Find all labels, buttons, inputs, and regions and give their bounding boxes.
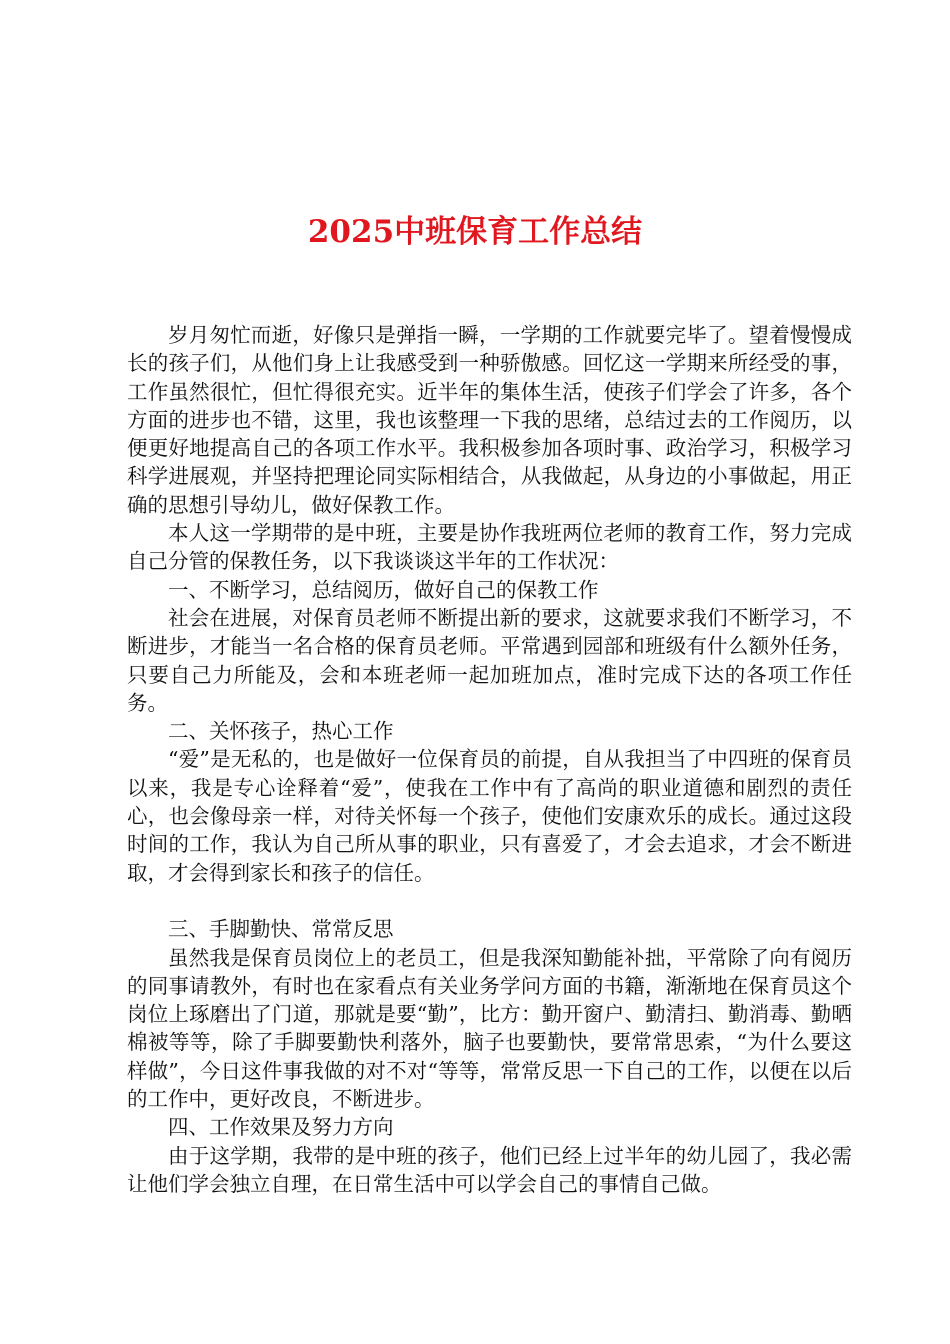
body-paragraph: 本人这一学期带的是中班，主要是协作我班两位老师的教育工作，努力完成自己分管的保教任务，以下我谈谈这半年的工作状况： (127, 521, 852, 574)
body-paragraph: “爱”是无私的，也是做好一位保育员的前提，自从我担当了中四班的保育员以来，我是专心诠释着“爱”，使我在工作中有了高尚的职业道德和剧烈的责任心，也会像母亲一样，对待关怀每一个孩子，使他们安康欢乐的成长。通过这段时间的工作，我认为自己所从事的职业，只有喜爱了，才会去追求，才会不断进取，才会得到家长和孩子的信任。 (127, 747, 852, 885)
section-heading: 一、不断学习，总结阅历，做好自己的保教工作 (168, 577, 599, 602)
body-paragraph: 虽然我是保育员岗位上的老员工，但是我深知勤能补拙，平常除了向有阅历的同事请教外，有时也在家看点有关业务学问方面的书籍，渐渐地在保育员这个岗位上琢磨出了门道，那就是要“勤”，比方：勤开窗户、勤清扫、勤消毒、勤晒棉被等等，除了手脚要勤快利落外，脑子也要勤快，要常常思索，“为什么要这样做”，今日这件事我做的对不对“等等，常常反思一下自己的工作，以便在以后的工作中，更好改良，不断进步。 (127, 945, 852, 1112)
document-title: 2025中班保育工作总结 (307, 214, 643, 250)
section-heading: 二、关怀孩子，热心工作 (168, 719, 394, 744)
body-paragraph: 由于这学期，我带的是中班的孩子，他们已经上过半年的幼儿园了，我必需让他们学会独立自理，在日常生活中可以学会自己的事情自己做。 (127, 1143, 852, 1196)
body-paragraph: 社会在进展，对保育员老师不断提出新的要求，这就要求我们不断学习，不断进步，才能当一名合格的保育员老师。平常遇到园部和班级有什么额外任务，只要自己力所能及，会和本班老师一起加班加点，准时完成下达的各项工作任务。 (127, 605, 852, 715)
blank-line (127, 887, 852, 915)
section-heading: 三、手脚勤快、常常反思 (168, 917, 394, 942)
body-paragraph: 岁月匆忙而逝，好像只是弹指一瞬，一学期的工作就要完毕了。望着慢慢成长的孩子们，从他们身上让我感受到一种骄傲感。回忆这一学期来所经受的事，工作虽然很忙，但忙得很充实。近半年的集体生活，使孩子们学会了许多，各个方面的进步也不错，这里，我也该整理一下我的思绪，总结过去的工作阅历，以便更好地提高自己的各项工作水平。我积极参加各项时事、政治学习，积极学习科学进展观，并坚持把理论同实际相结合，从我做起，从身边的小事做起，用正确的思想引导幼儿，做好保教工作。 (127, 323, 852, 517)
document-body (127, 321, 852, 1198)
section-heading: 四、工作效果及努力方向 (168, 1115, 394, 1140)
